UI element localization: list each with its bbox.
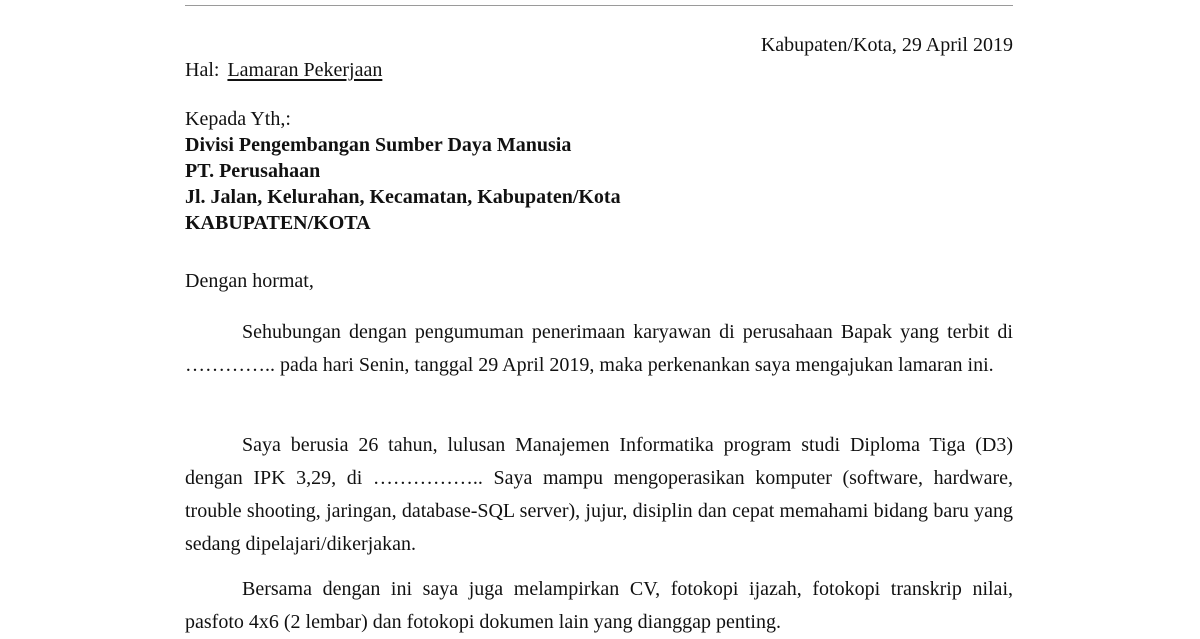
- recipient-block: [185, 106, 621, 236]
- recipient-city: KABUPATEN/KOTA: [185, 212, 371, 234]
- paragraph-2: Saya berusia 26 tahun, lulusan Manajemen Informatika program studi Diploma Tiga (D3) dengan IPK 3,29, di …………….. Saya mampu mengoperasikan komputer (software, hardware, trouble shooting, jaringan, database-SQL server), jujur, disiplin dan cepat memahami bidang baru yang sedang dipelajari/dikerjakan.: [185, 434, 1013, 555]
- subject-value: Lamaran Pekerjaan: [227, 59, 383, 81]
- letter-date: Kabupaten/Kota, 29 April 2019: [760, 34, 1013, 56]
- recipient-company: PT. Perusahaan: [185, 160, 321, 182]
- page-top-divider: [185, 5, 1013, 6]
- subject-label: Hal:: [185, 59, 220, 81]
- salutation: Dengan hormat,: [185, 270, 314, 292]
- recipient-greeting: Kepada Yth,:: [185, 108, 291, 130]
- recipient-address: Jl. Jalan, Kelurahan, Kecamatan, Kabupaten/Kota: [185, 186, 621, 208]
- recipient-division: Divisi Pengembangan Sumber Daya Manusia: [185, 134, 572, 156]
- letter-subject: [185, 55, 382, 85]
- paragraph-3: Bersama dengan ini saya juga melampirkan CV, fotokopi ijazah, fotokopi transkrip nilai, pasfoto 4x6 (2 lembar) dan fotokopi dokumen lain yang dianggap penting.: [185, 578, 1013, 633]
- paragraph-1: Sehubungan dengan pengumuman penerimaan karyawan di perusahaan Bapak yang terbit di ………….. pada hari Senin, tanggal 29 April 2019, maka perkenankan saya mengajukan lamaran ini.: [185, 321, 1013, 376]
